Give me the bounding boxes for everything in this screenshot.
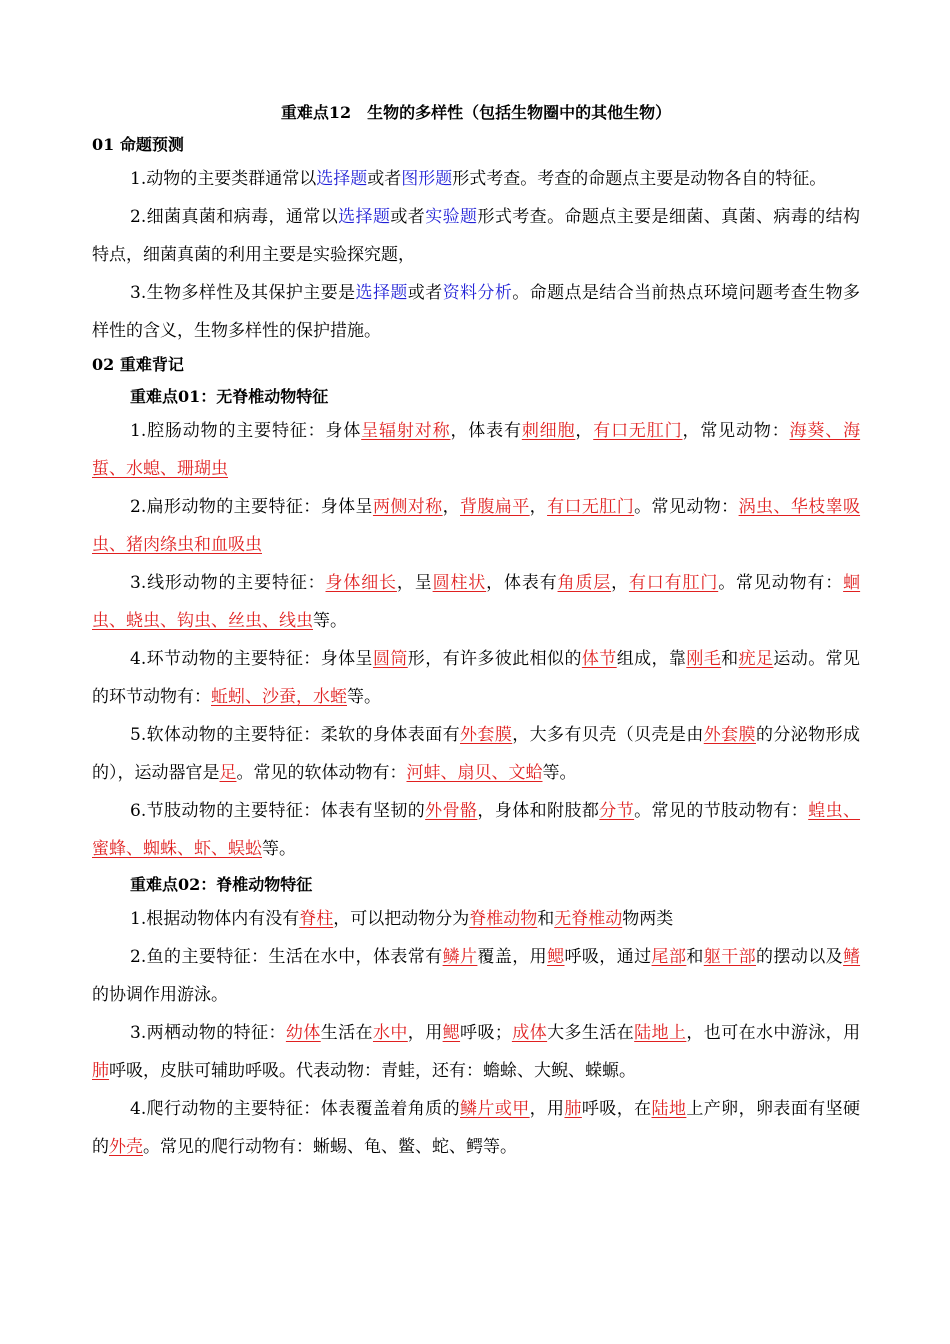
- invertebrate-list: [92, 412, 860, 868]
- vertebrate-paragraph: 2.鱼的主要特征：生活在水中，体表常有鳞片覆盖，用鳃呼吸，通过尾部和躯干部的摆动以及鳍的协调作用游泳。: [92, 947, 861, 1005]
- highlight-term: 资料分析: [442, 283, 513, 303]
- key-answer: 陆地上: [634, 1023, 687, 1043]
- key-answer: 鳍: [843, 947, 861, 967]
- invertebrate-paragraph: 4.环节动物的主要特征：身体呈圆筒形，有许多彼此相似的体节组成，靠刚毛和疣足运动。常见的环节动物有：蚯蚓、沙蚕，水蛭等。: [92, 649, 861, 707]
- key-answer: 背腹扁平: [460, 497, 530, 517]
- key-answer: 肺: [564, 1099, 582, 1119]
- key-answer: 圆柱状: [432, 573, 487, 593]
- key-answer: 圆筒: [372, 649, 408, 669]
- key-answer: 脊椎动物: [469, 909, 538, 929]
- key-answer: 鳃: [442, 1023, 461, 1043]
- key-answer: 外壳: [109, 1137, 143, 1157]
- invertebrate-paragraph: 6.节肢动物的主要特征：体表有坚韧的外骨骼，身体和附肢都分节。常见的节肢动物有：蝗虫、蜜蜂、蜘蛛、虾、蜈蚣等。: [92, 801, 861, 859]
- key-answer: 刺细胞: [521, 421, 576, 441]
- highlight-term: 实验题: [425, 207, 478, 227]
- key-answer: 尾部: [651, 947, 687, 967]
- key-answer: 河蚌、扇贝、文蛤: [406, 763, 543, 783]
- key-answer: 幼体: [285, 1023, 321, 1043]
- subheading-invertebrates: 重难点01：无脊椎动物特征: [130, 387, 329, 406]
- invertebrate-paragraph: 5.软体动物的主要特征：柔软的身体表面有外套膜，大多有贝壳（贝壳是由外套膜的分泌物形成的），运动器官是足。常见的软体动物有：河蚌、扇贝、文蛤等。: [92, 725, 861, 783]
- key-answer: 刚毛: [686, 649, 722, 669]
- vertebrate-paragraph: 1.根据动物体内有没有脊柱，可以把动物分为脊椎动物和无脊椎动物两类: [130, 909, 674, 929]
- invertebrate-paragraph: 3.线形动物的主要特征：身体细长，呈圆柱状，体表有角质层，有口有肛门。常见动物有：蛔虫、蛲虫、钩虫、丝虫、线虫等。: [92, 573, 861, 631]
- subheading-vertebrates: 重难点02：脊椎动物特征: [130, 875, 313, 894]
- key-answer: 肺: [92, 1061, 109, 1081]
- key-answer: 有口无肛门: [547, 497, 635, 517]
- key-answer: 外套膜: [460, 725, 513, 745]
- invertebrate-paragraph: 2.扁形动物的主要特征：身体呈两侧对称，背腹扁平，有口无肛门。常见动物：涡虫、华枝睾吸虫、猪肉绦虫和血吸虫: [92, 497, 861, 555]
- key-answer: 无脊椎动: [554, 909, 623, 929]
- key-answer: 陆地: [651, 1099, 687, 1119]
- key-answer: 海葵、海蜇、水螅、珊瑚虫: [92, 421, 861, 479]
- invertebrate-paragraph: 1.腔肠动物的主要特征：身体呈辐射对称，体表有刺细胞，有口无肛门，常见动物：海葵、海蜇、水螅、珊瑚虫: [92, 421, 861, 479]
- highlight-term: 选择题: [316, 169, 368, 189]
- highlight-term: 图形题: [401, 169, 453, 189]
- key-answer: 涡虫、华枝睾吸虫、猪肉绦虫和血吸虫: [92, 497, 861, 555]
- vertebrate-list: [92, 900, 860, 1166]
- prediction-paragraph: 3.生物多样性及其保护主要是选择题或者资料分析。命题点是结合当前热点环境问题考查生物多样性的含义，生物多样性的保护措施。: [92, 283, 861, 341]
- vertebrate-paragraph: 3.两栖动物的特征：幼体生活在水中，用鳃呼吸；成体大多生活在陆地上，也可在水中游泳，用肺呼吸，皮肤可辅助呼吸。代表动物：青蛙，还有：蟾蜍、大鲵、蝾螈。: [92, 1023, 861, 1081]
- key-answer: 水中: [372, 1023, 408, 1043]
- key-answer: 蝗虫、蜜蜂、蜘蛛、虾、蜈蚣: [92, 801, 861, 859]
- key-answer: 足: [219, 763, 237, 783]
- section-heading-prediction: 01 命题预测: [92, 135, 184, 154]
- key-answer: 鳞片: [442, 947, 478, 967]
- highlight-term: 选择题: [338, 207, 391, 227]
- key-answer: 鳞片或甲: [460, 1099, 530, 1119]
- key-answer: 蚯蚓、沙蚕，水蛭: [211, 687, 347, 707]
- document-page: [92, 98, 860, 1166]
- key-answer: 分节: [599, 801, 635, 821]
- key-answer: 外套膜: [703, 725, 756, 745]
- key-answer: 有口有肛门: [628, 573, 719, 593]
- prediction-paragraph: 1.动物的主要类群通常以选择题或者图形题形式考查。考查的命题点主要是动物各自的特征。: [130, 169, 827, 189]
- vertebrate-paragraph: 4.爬行动物的主要特征：体表覆盖着角质的鳞片或甲，用肺呼吸，在陆地上产卵，卵表面有坚硬的外壳。常见的爬行动物有：蜥蜴、龟、鳖、蛇、鳄等。: [92, 1099, 861, 1157]
- key-answer: 疣足: [738, 649, 774, 669]
- key-answer: 外骨骼: [425, 801, 478, 821]
- highlight-term: 选择题: [355, 283, 408, 303]
- key-answer: 成体: [511, 1023, 548, 1043]
- key-answer: 身体细长: [325, 573, 397, 593]
- key-answer: 蛔虫、蛲虫、钩虫、丝虫、线虫: [92, 573, 861, 631]
- key-answer: 体节: [581, 649, 617, 669]
- prediction-list: [92, 160, 860, 350]
- key-answer: 两侧对称: [372, 497, 443, 517]
- section-heading-memorize: 02 重难背记: [92, 355, 184, 374]
- prediction-paragraph: 2.细菌真菌和病毒，通常以选择题或者实验题形式考查。命题点主要是细菌、真菌、病毒的结构特点，细菌真菌的利用主要是实验探究题，: [92, 207, 861, 265]
- page-title: 重难点12 生物的多样性（包括生物圈中的其他生物）: [280, 103, 672, 122]
- key-answer: 呈辐射对称: [361, 421, 451, 441]
- key-answer: 躯干部: [703, 947, 757, 967]
- key-answer: 角质层: [557, 573, 612, 593]
- key-answer: 脊柱: [299, 909, 334, 929]
- key-answer: 有口无肛门: [593, 421, 683, 441]
- key-answer: 鳃: [547, 947, 565, 967]
